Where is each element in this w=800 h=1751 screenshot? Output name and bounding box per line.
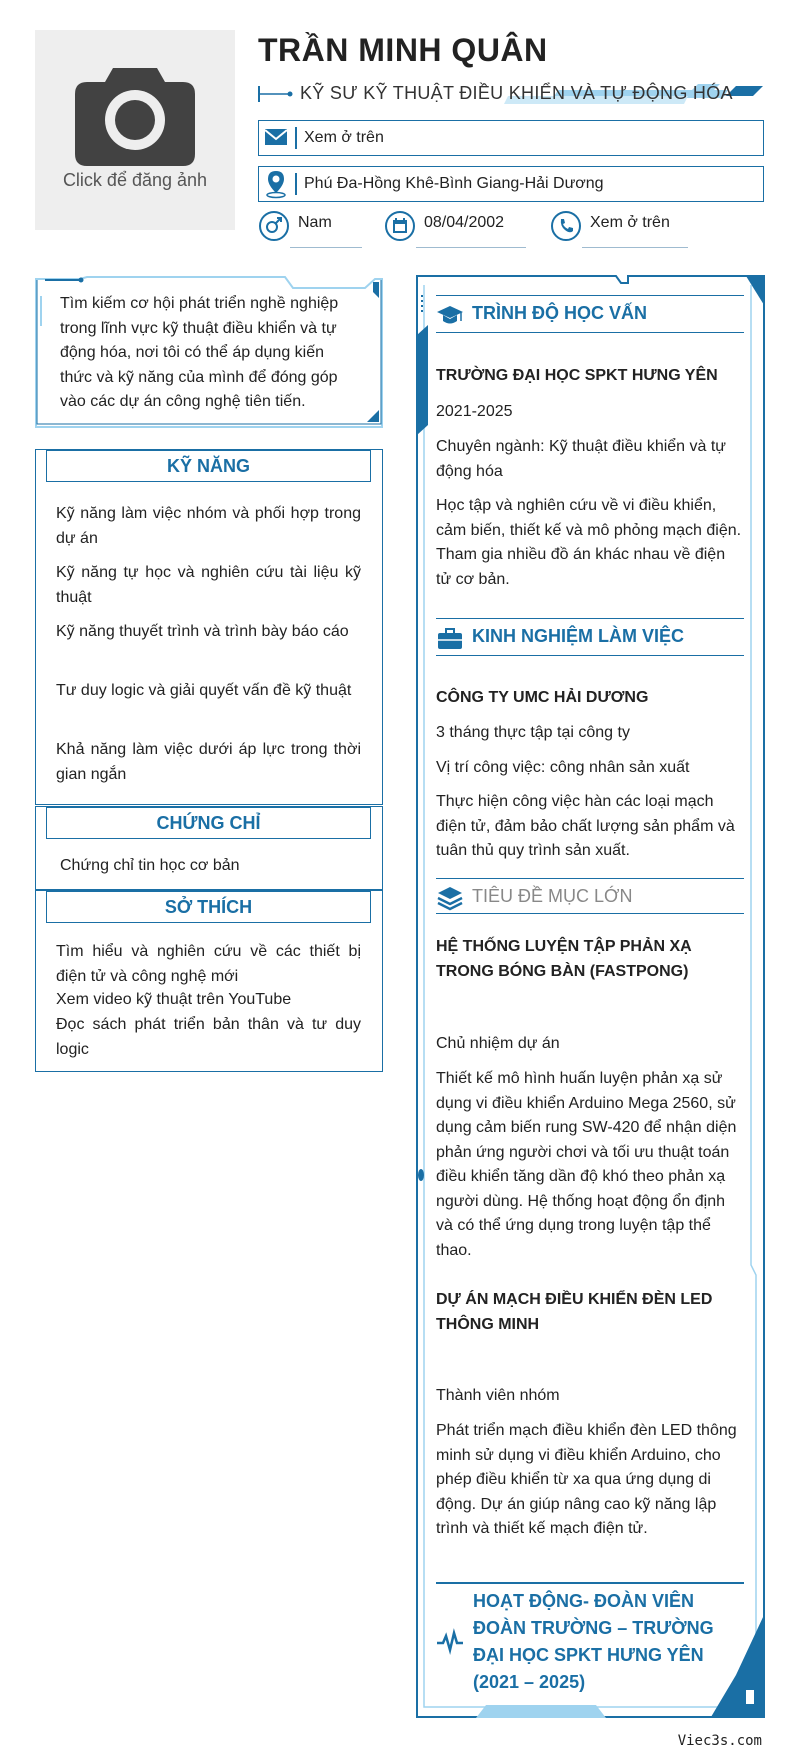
- education-major: Chuyên ngành: Kỹ thuật điều khiển và tự động hóa: [436, 438, 727, 480]
- photo-upload[interactable]: [35, 30, 235, 230]
- photo-label: Click để đăng ảnh: [62, 170, 208, 190]
- field-separator: [295, 173, 297, 195]
- address-value: Phú Đa-Hồng Khê-Bình Giang-Hải Dương: [304, 175, 604, 192]
- camera-icon: [75, 60, 195, 166]
- project-name: HỆ THỐNG LUYỆN TẬP PHẢN XẠ TRONG BÓNG BÀN (FASTPONG): [436, 938, 692, 980]
- objective-text: Tìm kiếm cơ hội phát triển nghề nghiệp trong lĩnh vực kỹ thuật điều khiển và tự động hóa, nơi tôi có thể áp dụng kiến thức và kỹ năng của mình để đóng góp vào các dự án công nghệ tiên tiến.: [60, 295, 339, 410]
- job-title: KỸ SƯ KỸ THUẬT ĐIỀU KHIỂN VÀ TỰ ĐỘNG HÓA: [300, 83, 733, 103]
- project-role: Thành viên nhóm: [436, 1387, 560, 1404]
- phone-icon: [550, 210, 582, 242]
- certificates-title: CHỨNG CHỈ: [46, 807, 371, 839]
- birthday-underline: [416, 247, 526, 248]
- candidate-name: TRẦN MINH QUÂN: [258, 32, 548, 68]
- experience-position: Vị trí công việc: công nhân sản xuất: [436, 759, 690, 776]
- birthday-value: 08/04/2002: [424, 214, 505, 231]
- hobby-item: Tìm hiểu và nghiên cứu về các thiết bị điện tử và công nghệ mới: [56, 943, 361, 985]
- gender-icon: [258, 210, 290, 242]
- graduation-cap-icon: [436, 301, 464, 329]
- projects-title: TIÊU ĐỀ MỤC LỚN: [472, 886, 633, 906]
- project-name: DỰ ÁN MẠCH ĐIỀU KHIỂN ĐÈN LED THÔNG MINH: [436, 1291, 713, 1333]
- hobby-item: Đọc sách phát triển bản thân và tư duy logic: [56, 1016, 361, 1058]
- envelope-icon: [259, 121, 295, 154]
- email-field[interactable]: [258, 120, 764, 156]
- location-pin-icon: [259, 167, 295, 200]
- certificate-item: Chứng chỉ tin học cơ bản: [60, 857, 240, 874]
- gender-underline: [290, 247, 362, 248]
- skill-item: Khả năng làm việc dưới áp lực trong thời gian ngắn: [56, 741, 361, 783]
- hobbies-title: SỞ THÍCH: [46, 891, 371, 923]
- briefcase-icon: [436, 624, 464, 652]
- skill-item: Kỹ năng thuyết trình và trình bày báo cáo: [56, 623, 349, 640]
- project-description: Thiết kế mô hình huấn luyện phản xạ sử dụng vi điều khiển Arduino Mega 2560, sử dụng cảm biến rung SW-420 để nhận diện phản ứng người chơi và tối ưu thuật toán điều khiển tăng dần độ khó theo phản xạ người dùng. Hệ thống hoạt động ổn định và có thể ứng dụng trong luyện tập thể thao.: [436, 1070, 737, 1259]
- project-role: Chủ nhiệm dự án: [436, 1035, 560, 1052]
- skill-item: Kỹ năng làm việc nhóm và phối hợp trong dự án: [56, 505, 361, 547]
- education-header: [436, 295, 744, 333]
- education-school: TRƯỜNG ĐẠI HỌC SPKT HƯNG YÊN: [436, 367, 718, 384]
- experience-header: [436, 618, 744, 656]
- skill-item: Kỹ năng tự học và nghiên cứu tài liệu kỹ thuật: [56, 564, 361, 606]
- phone-value: Xem ở trên: [590, 214, 670, 231]
- footer-watermark: Viec3s.com: [677, 1733, 762, 1749]
- education-period: 2021-2025: [436, 403, 513, 420]
- activities-title: HOẠT ĐỘNG- ĐOÀN VIÊN ĐOÀN TRƯỜNG – TRƯỜNG ĐẠI HỌC SPKT HƯNG YÊN (2021 – 2025): [473, 1591, 714, 1692]
- experience-company: CÔNG TY UMC HẢI DƯƠNG: [436, 689, 649, 706]
- activities-divider: [436, 1582, 744, 1584]
- experience-duration: 3 tháng thực tập tại công ty: [436, 724, 630, 741]
- email-value: Xem ở trên: [304, 129, 384, 146]
- experience-title: KINH NGHIỆM LÀM VIỆC: [472, 626, 685, 646]
- layers-icon: [436, 884, 464, 912]
- skill-item: Tư duy logic và giải quyết vấn đề kỹ thuật: [56, 682, 352, 699]
- skills-title: KỸ NĂNG: [46, 450, 371, 482]
- address-field[interactable]: [258, 166, 764, 202]
- field-separator: [295, 127, 297, 149]
- experience-description: Thực hiện công việc hàn các loại mạch điện tử, đảm bảo chất lượng sản phẩm và tuân thủ quy trình sản xuất.: [436, 793, 735, 859]
- activity-pulse-icon: [436, 1628, 464, 1656]
- calendar-icon: [384, 210, 416, 242]
- phone-underline: [582, 247, 688, 248]
- education-description: Học tập và nghiên cứu về vi điều khiển, cảm biến, thiết kế và mô phỏng mạch điện. Tham gia nhiều đồ án khác nhau về điện tử cơ bản.: [436, 497, 742, 588]
- project-description: Phát triển mạch điều khiển đèn LED thông minh sử dụng vi điều khiển Arduino, cho phép điều khiển từ xa qua ứng dụng di động. Dự án giúp nâng cao kỹ năng lập trình và thiết kế mạch điện tử.: [436, 1422, 737, 1537]
- gender-value: Nam: [298, 214, 332, 231]
- hobby-item: Xem video kỹ thuật trên YouTube: [56, 991, 292, 1008]
- projects-header: [436, 878, 744, 914]
- education-title: TRÌNH ĐỘ HỌC VẤN: [472, 303, 647, 323]
